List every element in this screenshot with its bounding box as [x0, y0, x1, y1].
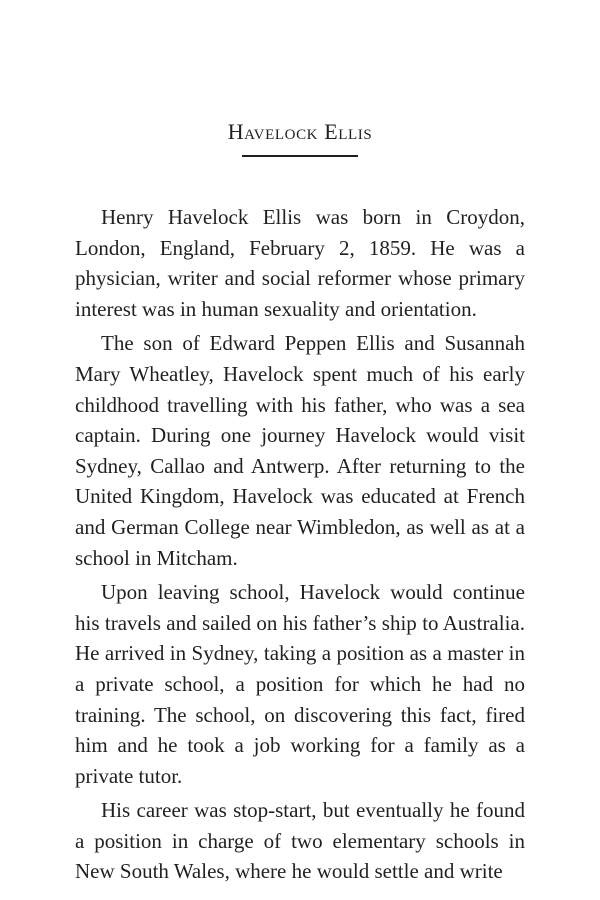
title-underline-rule	[242, 155, 358, 157]
paragraph-3: Upon leaving school, Havelock would continue his travels and sailed on his father’s ship to Australia. He arrived in Sydney, taking a position as a master in a private school, a position for which he had no training. The school, on discovering this fact, fired him and he took a job working for a family as a private tutor.	[75, 580, 525, 788]
paragraph-2: The son of Edward Peppen Ellis and Susannah Mary Wheatley, Havelock spent much of his early childhood travelling with his father, who was a sea captain. During one journey Havelock would visit Sydney, Callao and Antwerp. After returning to the United Kingdom, Havelock was educated at French and German College near Wimbledon, as well as at a school in Mitcham.	[75, 331, 525, 570]
paragraph-1: Henry Havelock Ellis was born in Croydon, London, England, February 2, 1859. He was a physician, writer and social reformer whose primary interest was in human sexuality and orientation.	[75, 205, 525, 321]
paragraph-4: His career was stop-start, but eventually he found a position in charge of two elementary schools in New South Wales, where he would settle and write	[75, 798, 525, 884]
chapter-title: Havelock Ellis	[227, 119, 373, 144]
body-text	[75, 202, 525, 887]
